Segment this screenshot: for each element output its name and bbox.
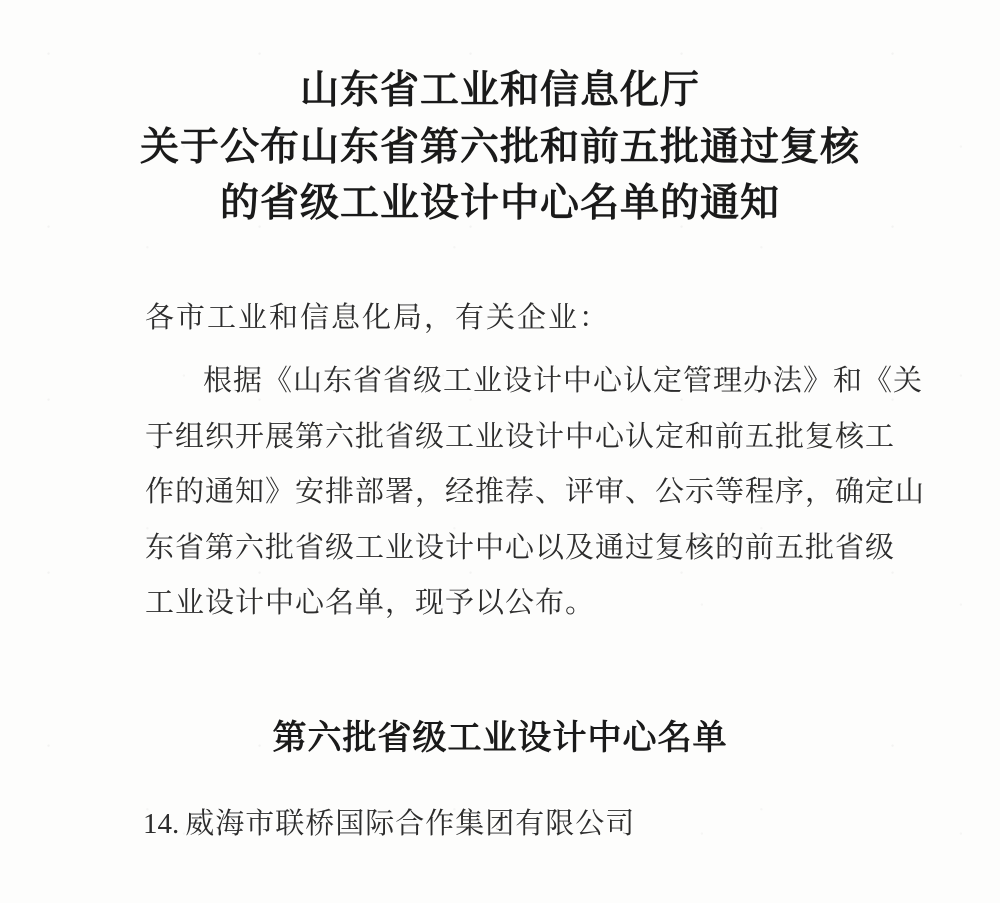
paragraph-line: 工业设计中心名单，现予以公布。 (145, 587, 596, 619)
paragraph-line: 根据《山东省省级工业设计中心认定管理办法》和《关 (203, 365, 924, 397)
paragraph-line: 作的通知》安排部署，经推荐、评审、公示等程序，确定山 (145, 476, 926, 508)
list-item (143, 797, 635, 853)
section-heading: 第六批省级工业设计中心名单 (272, 720, 728, 757)
document-title-line-3: 的省级工业设计中心名单的通知 (219, 182, 780, 225)
paragraph-line: 于组织开展第六批省级工业设计中心认定和前五批复核工 (145, 420, 896, 453)
document-title-line-1: 山东省工业和信息化厅 (299, 69, 700, 112)
body-paragraph (145, 354, 926, 632)
list-item-number: 14. (143, 808, 180, 840)
document-title-line-2: 关于公布山东省第六批和前五批通过复核 (139, 125, 860, 169)
list-item-company-name: 威海市联桥国际合作集团有限公司 (185, 808, 636, 840)
document-title (0, 63, 1000, 233)
salutation-line: 各市工业和信息化局，有关企业： (145, 302, 611, 334)
paragraph-line: 东省第六批省级工业设计中心以及通过复核的前五批省级 (145, 531, 896, 564)
